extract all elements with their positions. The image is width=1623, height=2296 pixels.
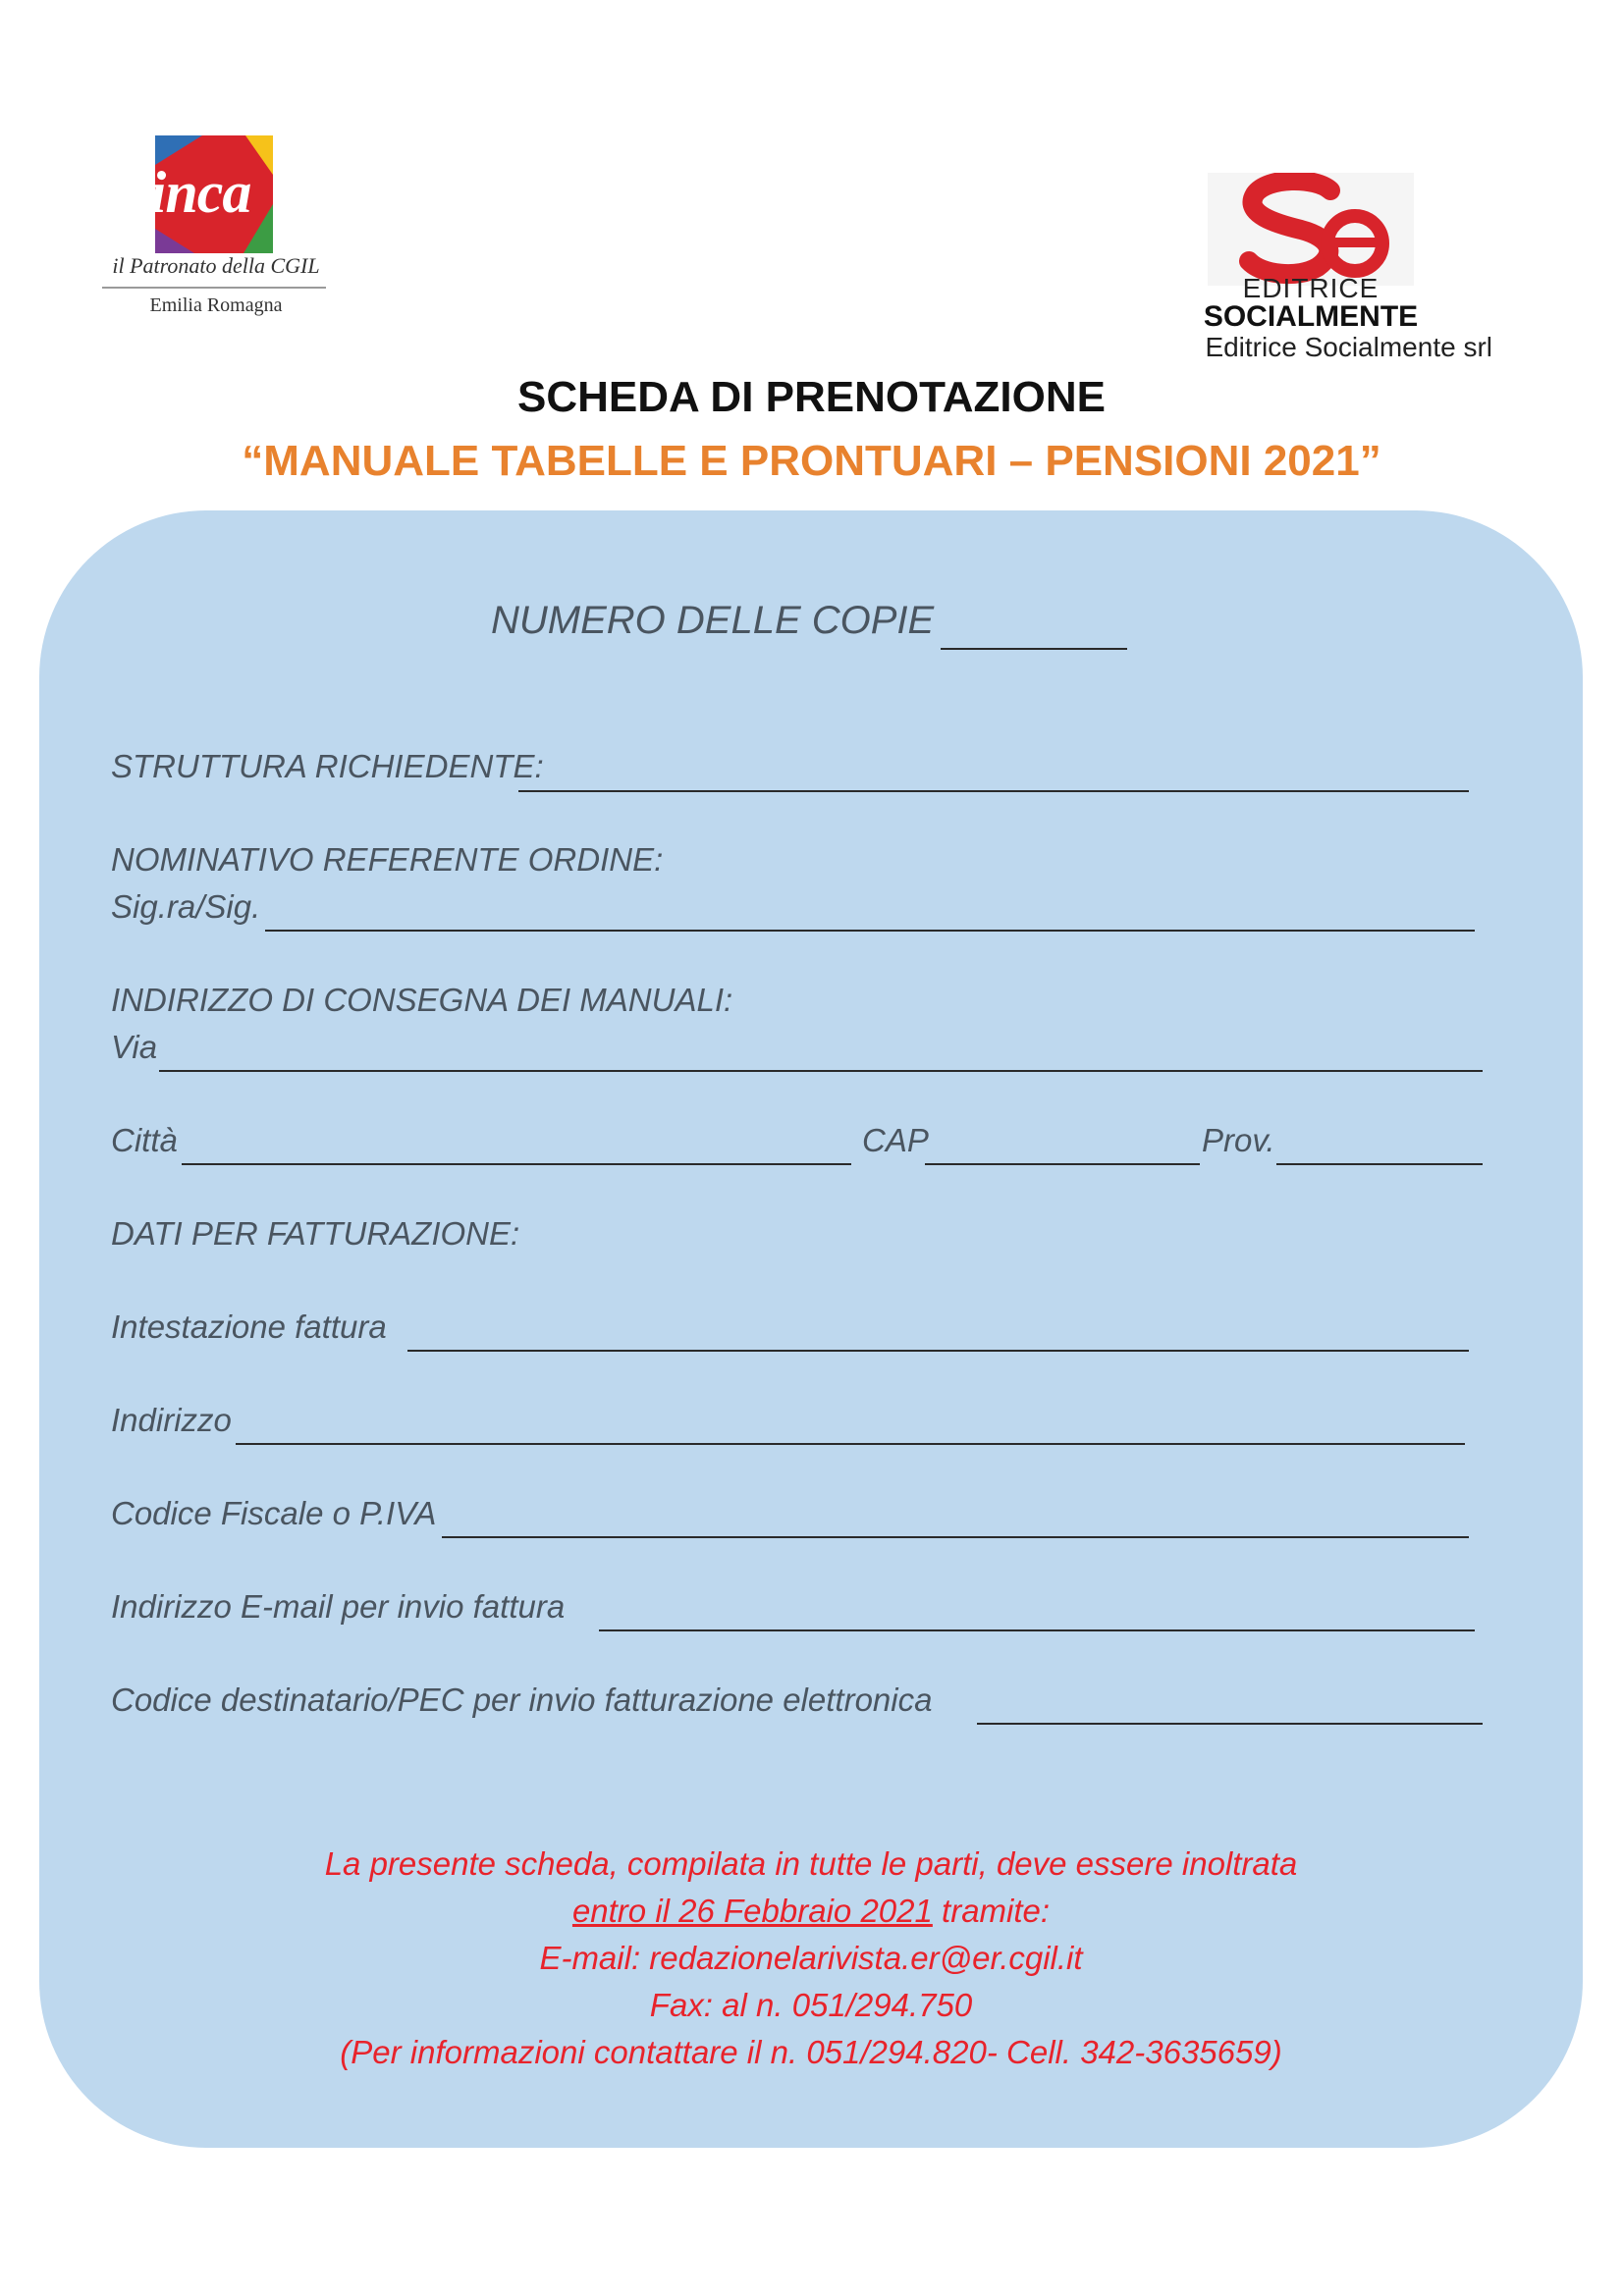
codice-fiscale-label: Codice Fiscale o P.IVA (111, 1495, 437, 1531)
via-label: Via (111, 1029, 158, 1065)
nominativo-heading: NOMINATIVO REFERENTE ORDINE: (111, 841, 664, 878)
socialmente-logo-box (1208, 173, 1414, 286)
inca-logo-divider (102, 287, 326, 289)
via-field[interactable] (159, 1070, 1483, 1072)
cap-field[interactable] (925, 1163, 1200, 1165)
intestazione-label: Intestazione fattura (111, 1308, 387, 1345)
email-label: Indirizzo E-mail per invio fattura (111, 1588, 566, 1625)
socialmente-logo (1159, 173, 1492, 369)
footer-deadline-line (39, 1893, 1583, 1930)
struttura-field[interactable] (518, 790, 1469, 792)
inca-logo (98, 130, 334, 326)
codice-destinatario-label: Codice destinatario/PEC per invio fatturazione elettronica (111, 1682, 933, 1718)
footer-deadline-tail: tramite: (942, 1893, 1051, 1929)
copies-field[interactable] (941, 648, 1127, 650)
struttura-label: STRUTTURA RICHIEDENTE: (111, 748, 544, 784)
codice-destinatario-field[interactable] (977, 1723, 1483, 1725)
sig-label: Sig.ra/Sig. (111, 888, 261, 925)
footer-email[interactable]: E-mail: redazionelarivista.er@er.cgil.it (539, 1940, 1083, 1976)
codice-fiscale-field[interactable] (442, 1536, 1469, 1538)
citta-field[interactable] (182, 1163, 851, 1165)
email-field[interactable] (599, 1629, 1475, 1631)
indirizzo-consegna-heading: INDIRIZZO DI CONSEGNA DEI MANUALI: (111, 982, 733, 1018)
footer-deadline: entro il 26 Febbraio 2021 (571, 1893, 933, 1929)
page-subtitle: “MANUALE TABELLE E PRONTUARI – PENSIONI 2021” (242, 437, 1381, 485)
prov-field[interactable] (1276, 1163, 1483, 1165)
page-title: SCHEDA DI PRENOTAZIONE (517, 373, 1106, 421)
copies-label: NUMERO DELLE COPIE (491, 599, 935, 642)
socialmente-se-icon (1208, 173, 1414, 286)
inca-logo-tagline: il Patronato della CGIL (112, 253, 320, 278)
inca-logo-word: inca (149, 160, 251, 225)
fatturazione-heading: DATI PER FATTURAZIONE: (111, 1215, 520, 1252)
citta-label: Città (111, 1122, 178, 1158)
socialmente-logo-line1: EDITRICE (1242, 273, 1380, 303)
cap-label: CAP (862, 1122, 929, 1158)
prov-label: Prov. (1202, 1122, 1275, 1158)
footer-fax: Fax: al n. 051/294.750 (649, 1987, 973, 2023)
footer-info: (Per informazioni contattare il n. 051/294.820- Cell. 342-3635659) (340, 2034, 1282, 2070)
footer-instructions: La presente scheda, compilata in tutte le parti, deve essere inoltrata (324, 1845, 1298, 1882)
indirizzo-field[interactable] (236, 1443, 1465, 1445)
inca-logo-region: Emilia Romagna (149, 294, 283, 316)
socialmente-logo-company: Editrice Socialmente srl (1205, 332, 1492, 362)
indirizzo-label: Indirizzo (111, 1402, 232, 1438)
sig-field[interactable] (265, 930, 1475, 932)
socialmente-logo-line2: SOCIALMENTE (1203, 300, 1419, 333)
intestazione-field[interactable] (407, 1350, 1469, 1352)
